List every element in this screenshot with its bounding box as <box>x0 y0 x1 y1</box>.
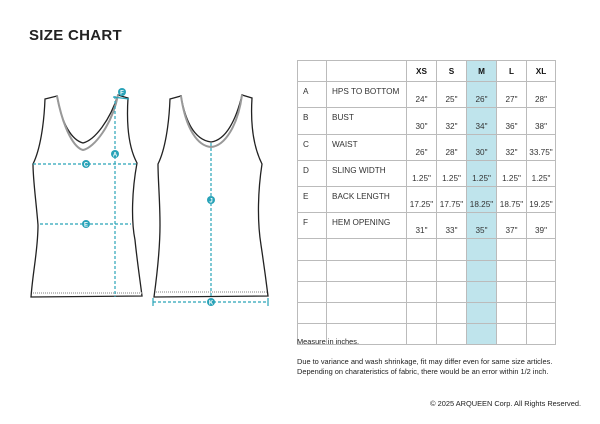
svg-text:C: C <box>83 162 89 169</box>
size-value: 31" <box>407 213 437 239</box>
page-title: SIZE CHART <box>29 27 122 44</box>
empty-cell <box>298 281 327 302</box>
empty-cell <box>437 302 467 323</box>
svg-text:F: F <box>120 90 124 97</box>
row-name: HEM OPENING <box>327 213 407 239</box>
header-empty <box>298 61 327 82</box>
header-row <box>298 61 556 82</box>
size-value: 33" <box>437 213 467 239</box>
row-name: BUST <box>327 108 407 134</box>
empty-cell <box>527 239 556 260</box>
empty-row <box>298 281 556 302</box>
empty-cell <box>437 324 467 345</box>
marker-k <box>207 298 215 307</box>
size-value: 30" <box>467 134 497 160</box>
row-code: F <box>298 213 327 239</box>
disclaimer-line-1: Due to variance and wash shrinkage, fit may differ even for same size articles. <box>297 357 553 366</box>
size-value: 36" <box>497 108 527 134</box>
row-name: WAIST <box>327 134 407 160</box>
size-header-xs: XS <box>407 61 437 82</box>
size-value: 17.75" <box>437 186 467 212</box>
svg-text:K: K <box>208 300 214 307</box>
size-value: 38" <box>527 108 556 134</box>
table-row <box>298 82 556 108</box>
empty-cell <box>527 260 556 281</box>
empty-cell <box>497 281 527 302</box>
row-code: D <box>298 160 327 186</box>
size-value: 34" <box>467 108 497 134</box>
empty-cell <box>497 260 527 281</box>
table-row <box>298 160 556 186</box>
empty-cell <box>497 239 527 260</box>
row-code: C <box>298 134 327 160</box>
size-value: 17.25" <box>407 186 437 212</box>
header-empty <box>327 61 407 82</box>
empty-cell <box>407 239 437 260</box>
row-name: SLING WIDTH <box>327 160 407 186</box>
size-value: 26" <box>407 134 437 160</box>
marker-f <box>118 88 126 97</box>
svg-text:J: J <box>209 198 213 205</box>
row-code: A <box>298 82 327 108</box>
empty-cell <box>327 302 407 323</box>
size-value: 30" <box>407 108 437 134</box>
size-value: 26" <box>467 82 497 108</box>
empty-cell <box>298 302 327 323</box>
size-value: 32" <box>497 134 527 160</box>
row-code: E <box>298 186 327 212</box>
empty-cell <box>407 302 437 323</box>
empty-cell <box>467 302 497 323</box>
size-value: 24" <box>407 82 437 108</box>
size-value: 19.25" <box>527 186 556 212</box>
measure-note: Measure in inches. <box>297 337 360 346</box>
size-value: 28" <box>527 82 556 108</box>
empty-cell <box>467 324 497 345</box>
size-header-m: M <box>467 61 497 82</box>
empty-cell <box>527 302 556 323</box>
table-row <box>298 186 556 212</box>
front-tank-top <box>31 95 142 297</box>
size-value: 18.25" <box>467 186 497 212</box>
size-value: 27" <box>497 82 527 108</box>
empty-cell <box>437 239 467 260</box>
empty-row <box>298 260 556 281</box>
empty-cell <box>467 260 497 281</box>
empty-cell <box>437 281 467 302</box>
size-value: 28" <box>437 134 467 160</box>
table-row <box>298 213 556 239</box>
empty-cell <box>497 324 527 345</box>
size-value: 1.25" <box>407 160 437 186</box>
row-name: HPS TO BOTTOM <box>327 82 407 108</box>
size-value: 1.25" <box>497 160 527 186</box>
empty-cell <box>327 239 407 260</box>
empty-cell <box>527 324 556 345</box>
table-row <box>298 134 556 160</box>
empty-cell <box>467 239 497 260</box>
size-value: 35" <box>467 213 497 239</box>
size-value: 1.25" <box>467 160 497 186</box>
empty-cell <box>298 260 327 281</box>
size-header-xl: XL <box>527 61 556 82</box>
size-chart-table <box>297 60 556 345</box>
copyright: © 2025 ARQUEEN Corp. All Rights Reserved. <box>430 399 581 408</box>
disclaimer-line-2: Depending on charateristics of fabric, there would be an error within 1/2 inch. <box>297 367 549 376</box>
size-value: 18.75" <box>497 186 527 212</box>
empty-cell <box>298 239 327 260</box>
garment-diagram <box>0 0 300 320</box>
empty-cell <box>327 281 407 302</box>
empty-cell <box>407 281 437 302</box>
empty-cell <box>467 281 497 302</box>
empty-cell <box>327 260 407 281</box>
empty-cell <box>407 260 437 281</box>
size-value: 37" <box>497 213 527 239</box>
empty-cell <box>437 260 467 281</box>
empty-cell <box>407 324 437 345</box>
empty-row <box>298 302 556 323</box>
table-row <box>298 108 556 134</box>
size-value: 32" <box>437 108 467 134</box>
size-value: 39" <box>527 213 556 239</box>
svg-text:E: E <box>83 222 89 229</box>
size-value: 1.25" <box>527 160 556 186</box>
empty-cell <box>497 302 527 323</box>
row-code: B <box>298 108 327 134</box>
size-header-s: S <box>437 61 467 82</box>
empty-cell <box>527 281 556 302</box>
size-value: 25" <box>437 82 467 108</box>
size-value: 1.25" <box>437 160 467 186</box>
size-header-l: L <box>497 61 527 82</box>
size-value: 33.75" <box>527 134 556 160</box>
empty-row <box>298 239 556 260</box>
row-name: BACK LENGTH <box>327 186 407 212</box>
svg-text:A: A <box>112 152 118 159</box>
